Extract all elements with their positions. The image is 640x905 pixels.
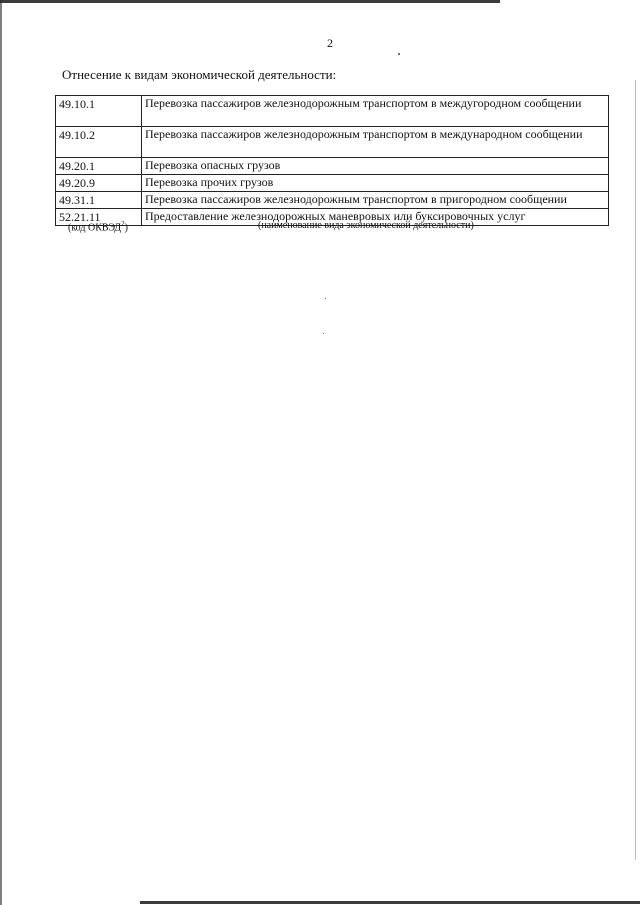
activity-name-cell: Перевозка прочих грузов bbox=[142, 175, 609, 192]
scan-speck bbox=[325, 298, 326, 299]
okved-table bbox=[55, 95, 609, 226]
okved-code-cell: 49.20.9 bbox=[56, 175, 142, 192]
activity-name-cell: Предоставление железнодорожных маневровых или буксировочных услуг bbox=[142, 209, 609, 226]
footnote-marker: 2 bbox=[121, 220, 125, 228]
scan-edge-top bbox=[0, 0, 500, 3]
scan-edge-left bbox=[0, 0, 2, 905]
table-row bbox=[56, 175, 609, 192]
table-row bbox=[56, 158, 609, 175]
activity-name-cell: Перевозка пассажиров железнодорожным транспортом в междугородном сообщении bbox=[142, 96, 609, 127]
table-row bbox=[56, 96, 609, 127]
okved-code-cell: 49.20.1 bbox=[56, 158, 142, 175]
okved-code-cell: 52.21.11 bbox=[56, 209, 142, 226]
okved-code-cell: 49.10.1 bbox=[56, 96, 142, 127]
okved-code-caption-end: ) bbox=[124, 222, 128, 234]
activity-name-caption: (наименование вида экономической деятельности) bbox=[258, 220, 474, 231]
scan-speck bbox=[398, 53, 400, 55]
scan-edge-bottom bbox=[140, 901, 640, 904]
table-row bbox=[56, 127, 609, 158]
section-heading: Отнесение к видам экономической деятельности: bbox=[62, 67, 337, 82]
scan-edge-right bbox=[635, 80, 636, 860]
activity-name-cell: Перевозка пассажиров железнодорожным транспортом в международном сообщении bbox=[142, 127, 609, 158]
activity-name-cell: Перевозка опасных грузов bbox=[142, 158, 609, 175]
scan-speck bbox=[323, 333, 324, 334]
okved-code-cell: 49.10.2 bbox=[56, 127, 142, 158]
activity-name-cell: Перевозка пассажиров железнодорожным транспортом в пригородном сообщении bbox=[142, 192, 609, 209]
okved-code-caption-text: (код ОКВЭД bbox=[68, 222, 122, 234]
table-row bbox=[56, 192, 609, 209]
okved-code-caption bbox=[68, 220, 128, 233]
okved-code-cell: 49.31.1 bbox=[56, 192, 142, 209]
page-number: 2 bbox=[327, 36, 333, 50]
